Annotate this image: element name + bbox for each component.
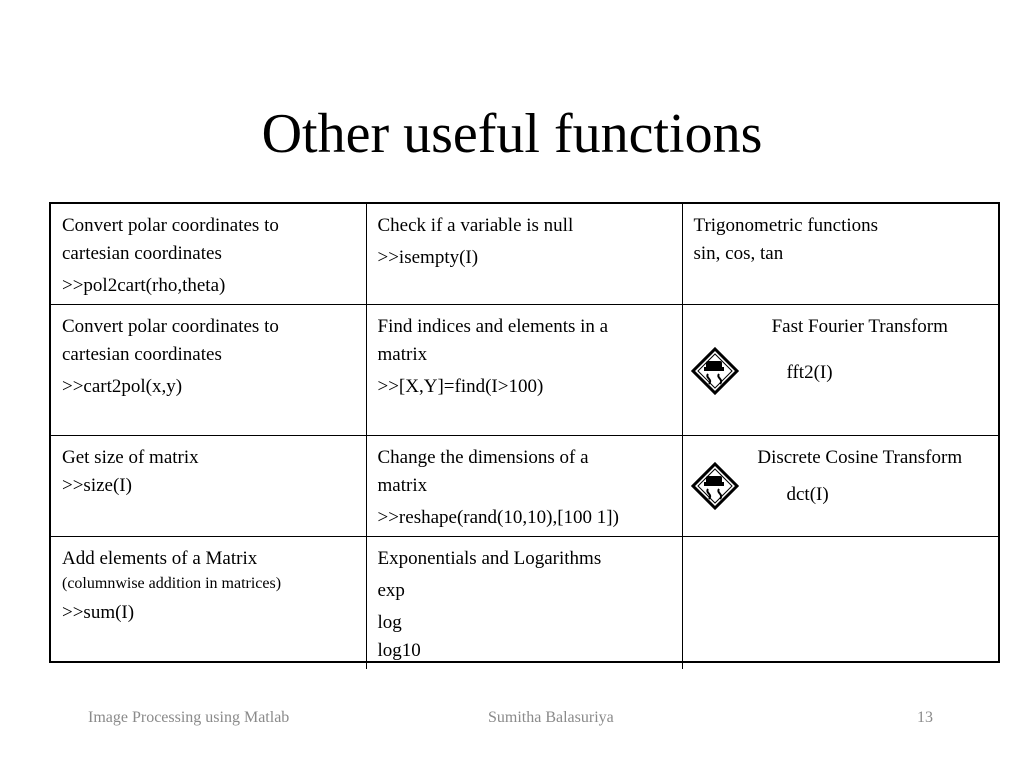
table-cell-empty: [682, 537, 998, 670]
cell-code: >>cart2pol(x,y): [62, 376, 183, 397]
table-row: [51, 537, 998, 670]
footer-author: Sumitha Balasuriya: [488, 709, 614, 726]
cell-text: Add elements of a Matrix: [62, 548, 258, 569]
cell-item: exp: [377, 580, 405, 601]
cell-text: Get size of matrix: [62, 447, 199, 468]
cell-text: matrix: [377, 344, 428, 365]
cell-code: >>[X,Y]=find(I>100): [377, 376, 544, 397]
table-cell: [51, 305, 366, 436]
footer-page-number: 13: [917, 709, 933, 726]
cell-item: log10: [377, 640, 421, 661]
cell-text: >>size(I): [62, 475, 132, 496]
table-row: [51, 305, 998, 436]
cell-text: matrix: [377, 475, 428, 496]
slippery-road-sign-icon: [691, 462, 739, 510]
table-cell: [51, 537, 366, 670]
cell-text: Check if a variable is null: [377, 215, 574, 236]
function-call: fft2(I): [786, 362, 833, 383]
cell-text: Change the dimensions of a: [377, 447, 589, 468]
cell-code: >>isempty(I): [377, 247, 479, 268]
cell-heading: Fast Fourier Transform: [771, 316, 948, 337]
table-cell: [366, 204, 682, 305]
cell-code: >>sum(I): [62, 602, 135, 623]
cell-text: Convert polar coordinates to: [62, 215, 279, 236]
cell-note: (columnwise addition in matrices): [62, 575, 282, 592]
function-call: dct(I): [786, 484, 829, 505]
cell-text: cartesian coordinates: [62, 344, 222, 365]
cell-text: Exponentials and Logarithms: [377, 548, 602, 569]
table-cell: [51, 436, 366, 537]
cell-heading: Discrete Cosine Transform: [757, 447, 963, 468]
cell-text: cartesian coordinates: [62, 243, 222, 264]
table-row: [51, 436, 998, 537]
cell-text: Find indices and elements in a: [377, 316, 609, 337]
cell-code: >>reshape(rand(10,10),[100 1]): [377, 507, 619, 528]
slide-title: Other useful functions: [261, 103, 763, 165]
cell-text: sin, cos, tan: [693, 243, 784, 264]
cell-code: >>pol2cart(rho,theta): [62, 275, 226, 296]
cell-text: Convert polar coordinates to: [62, 316, 279, 337]
table-cell: [682, 305, 998, 436]
table-row: [51, 204, 998, 305]
table-cell: [366, 305, 682, 436]
cell-text: Trigonometric functions: [693, 215, 879, 236]
table-cell: [682, 436, 998, 537]
table-cell: [366, 436, 682, 537]
cell-item: log: [377, 612, 402, 633]
functions-table: [49, 202, 1000, 663]
table-cell: [51, 204, 366, 305]
slippery-road-sign-icon: [691, 347, 739, 395]
footer-course-title: Image Processing using Matlab: [88, 709, 290, 726]
table-cell: [682, 204, 998, 305]
table-cell: [366, 537, 682, 670]
